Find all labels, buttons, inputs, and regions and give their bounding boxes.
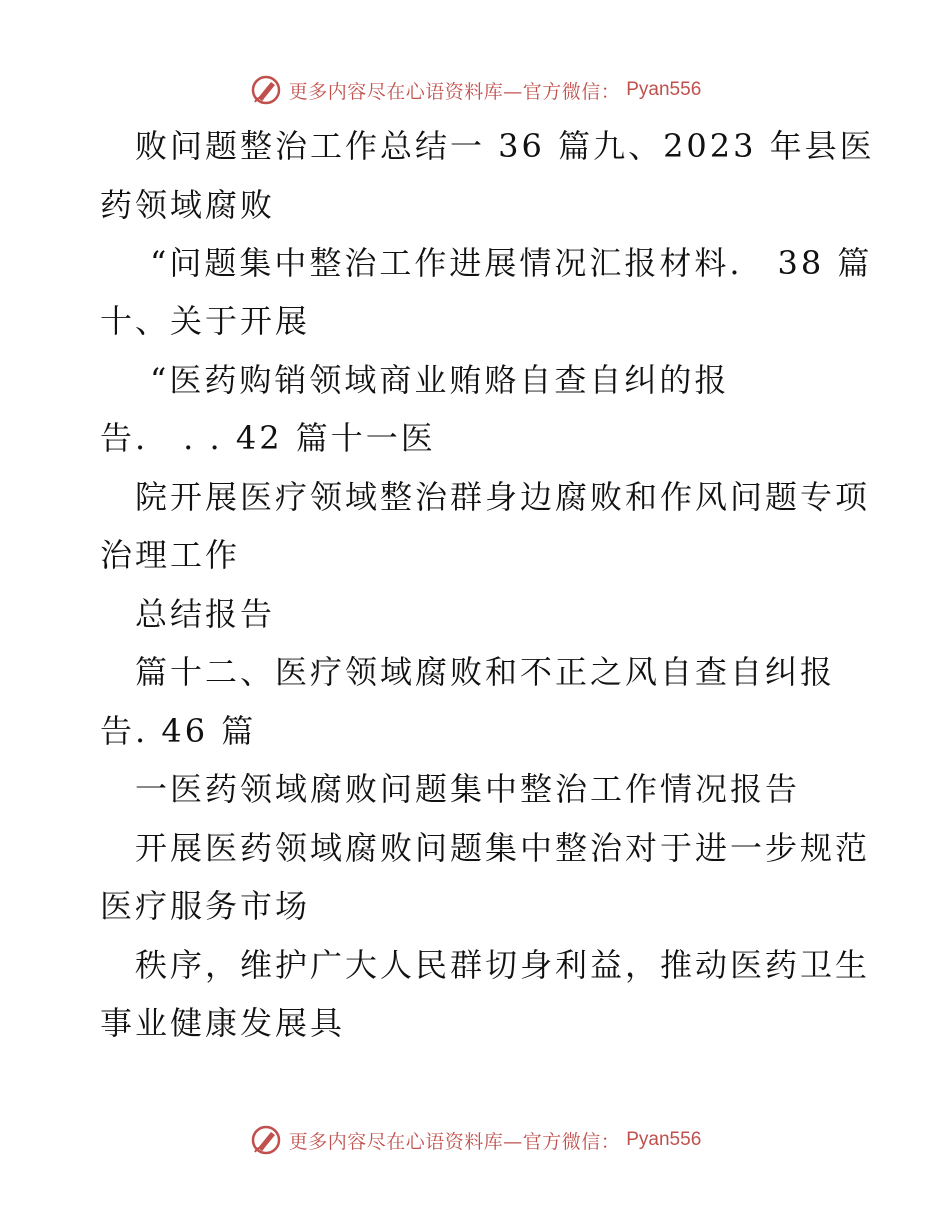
body-line-12: 一医药领域腐败问题集中整治工作情况报告 bbox=[135, 770, 801, 808]
body-line-9: 总结报告 bbox=[135, 595, 276, 633]
body-line-11: 告. 46 篇 bbox=[100, 712, 257, 750]
body-line-14: 医疗服务市场 bbox=[100, 887, 311, 925]
body-line-2: 药领域腐败 bbox=[100, 186, 276, 224]
body-line-1: 败问题整治工作总结一 36 篇九、2023 年县医 bbox=[135, 127, 875, 165]
body-line-5: “医药购销领域商业贿赂自查自纠的报 bbox=[150, 361, 730, 399]
pen-circle-logo-icon bbox=[249, 1123, 283, 1157]
header-wechat-id: Pyan556 bbox=[626, 79, 702, 100]
body-line-6: 告. . . 42 篇十一医 bbox=[100, 419, 436, 457]
footer-wechat-id: Pyan556 bbox=[626, 1129, 702, 1150]
body-line-3: “问题集中整治工作进展情况汇报材料. 38 篇 bbox=[150, 244, 873, 282]
body-line-13: 开展医药领域腐败问题集中整治对于进一步规范 bbox=[135, 829, 871, 867]
footer-site-text: 更多内容尽在心语资料库—官方微信： bbox=[288, 1130, 621, 1153]
body-line-7: 院开展医疗领域整治群身边腐败和作风问题专项 bbox=[135, 478, 871, 516]
body-line-8: 治理工作 bbox=[100, 536, 241, 574]
body-line-4: 十、关于开展 bbox=[100, 302, 311, 340]
footer-banner bbox=[0, 1120, 950, 1160]
header-site-text: 更多内容尽在心语资料库—官方微信： bbox=[288, 80, 621, 103]
body-line-16: 事业健康发展具 bbox=[100, 1004, 346, 1042]
body-line-10: 篇十二、医疗领域腐败和不正之风自查自纠报 bbox=[135, 653, 836, 691]
body-line-15: 秩序，维护广大人民群切身利益，推动医药卫生 bbox=[135, 946, 871, 984]
